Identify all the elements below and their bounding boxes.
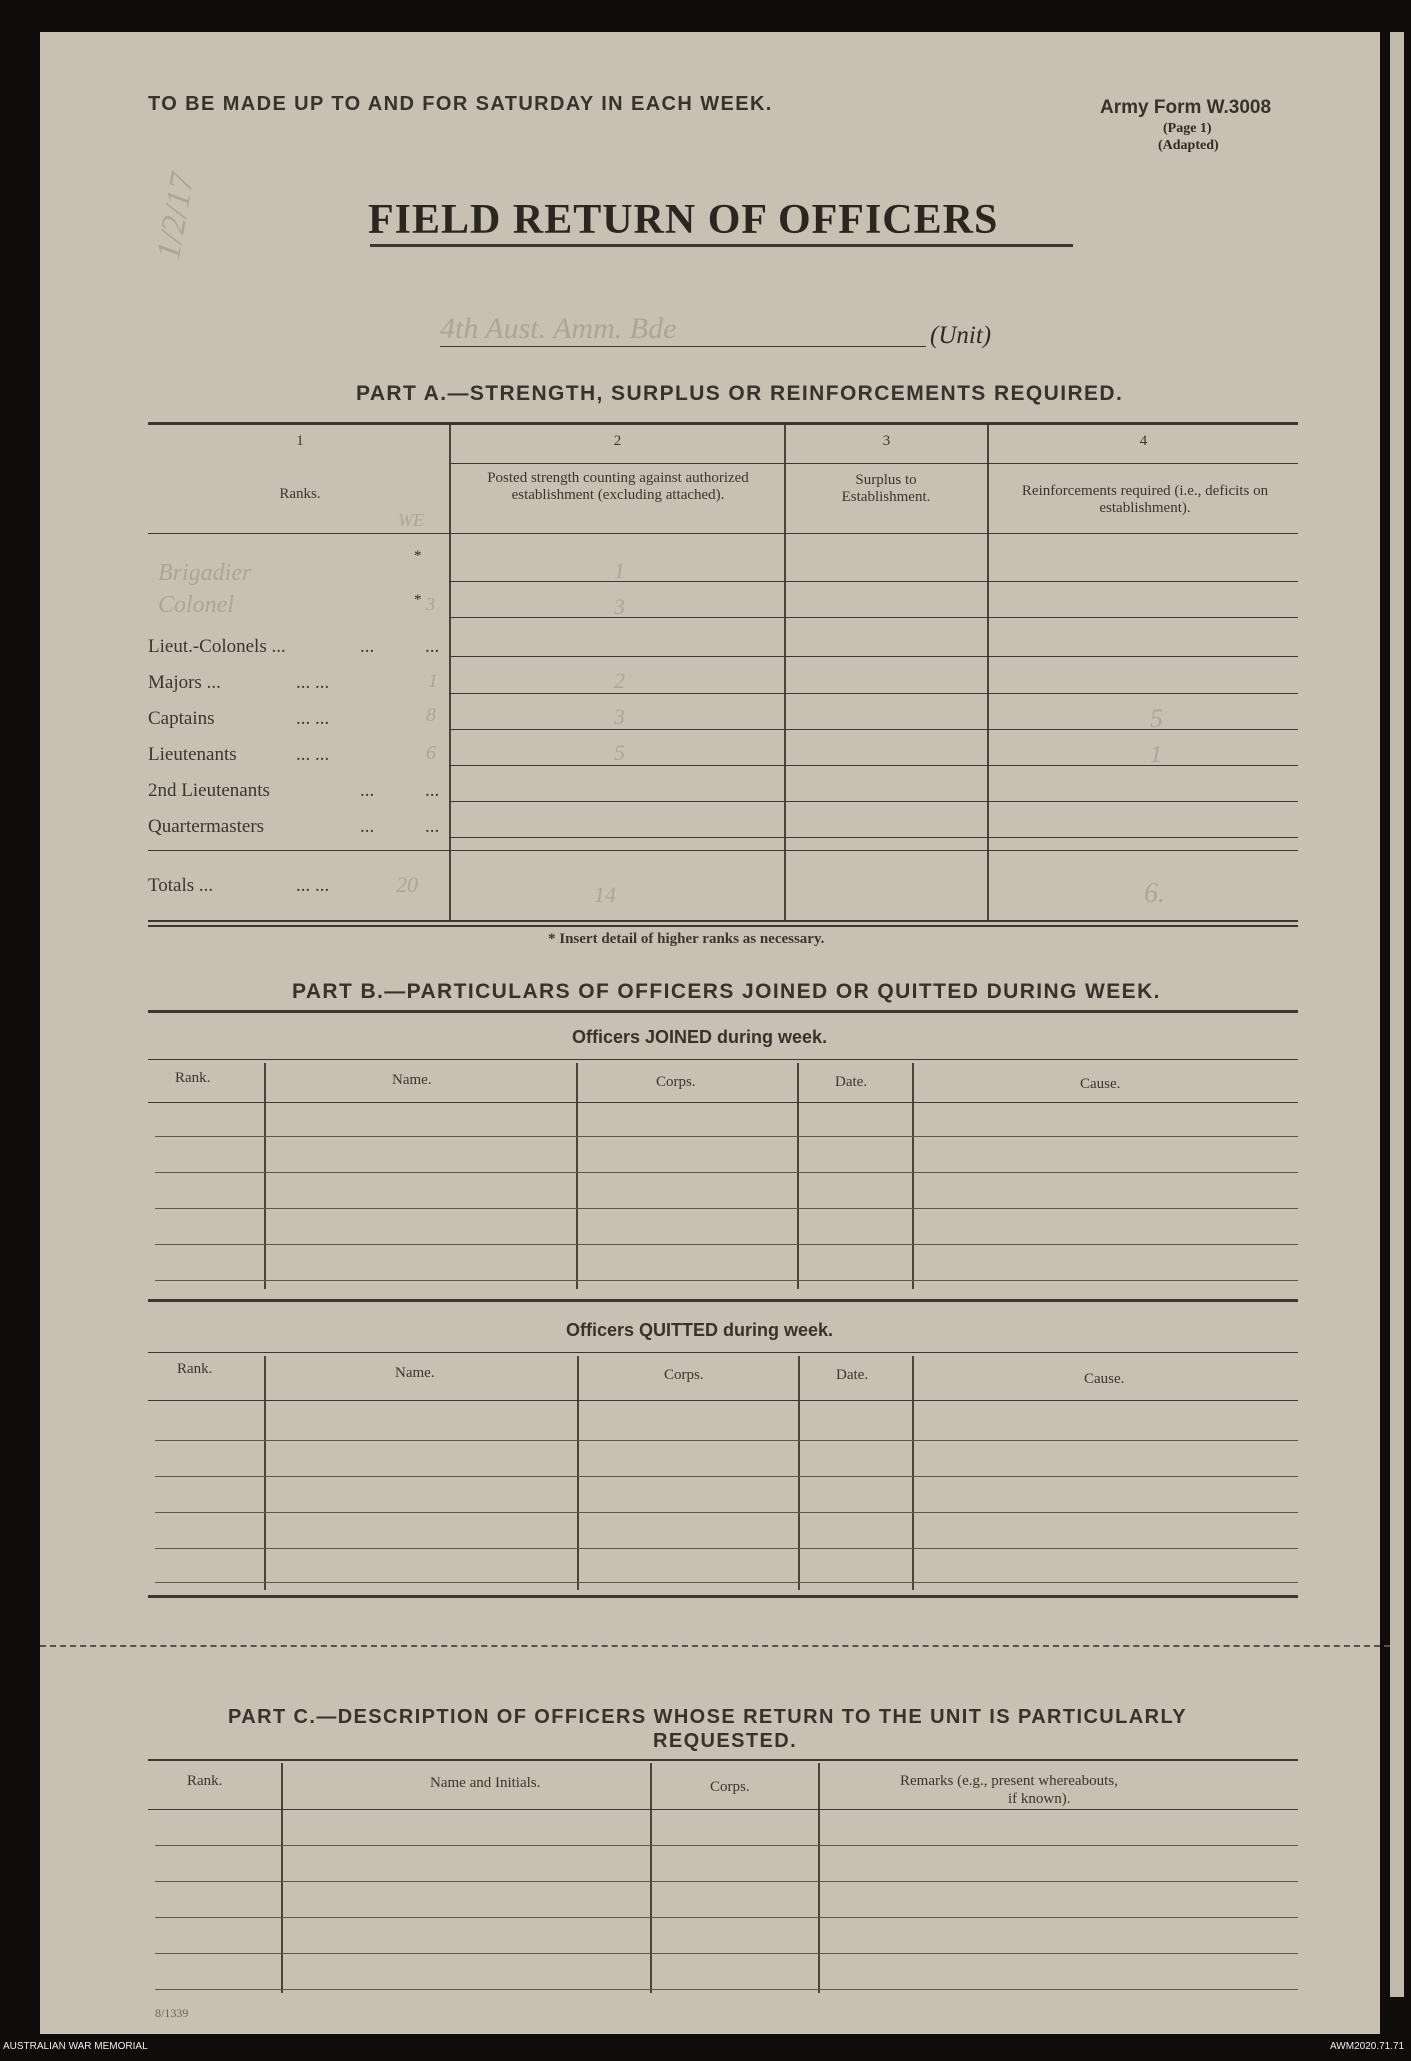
- joined-col-name: Name.: [392, 1072, 432, 1088]
- totals-row: Totals ...: [148, 875, 214, 896]
- est-total: 20: [396, 872, 418, 897]
- col-number-4: 4: [1139, 433, 1148, 449]
- quitted-heading: Officers QUITTED during week.: [566, 1320, 834, 1340]
- reinf-total: 6.: [1144, 878, 1165, 909]
- quitted-col-name: Name.: [395, 1365, 435, 1381]
- part-a-number-rule: [449, 463, 1298, 464]
- star-marker-2: *: [414, 592, 422, 608]
- joined-col-corps: Corps.: [656, 1074, 696, 1090]
- quitted-col-cause: Cause.: [1084, 1371, 1125, 1387]
- part-a-top-rule: [148, 422, 1298, 425]
- col-number-1: 1: [296, 433, 304, 449]
- perforation-line: [40, 1645, 1390, 1647]
- posted-brigadier: 1: [614, 558, 625, 583]
- part-a-heading: PART A.—STRENGTH, SURPLUS OR REINFORCEMENTS REQUIRED.: [356, 382, 1124, 405]
- col-number-2: 2: [613, 433, 622, 449]
- est-captains: 8: [426, 704, 436, 726]
- posted-captains: 3: [614, 704, 625, 729]
- instruction-text: TO BE MADE UP TO AND FOR SATURDAY IN EACH WEEK.: [148, 93, 773, 115]
- paper-right-edge: [1390, 32, 1404, 1997]
- part-b-heading: PART B.—PARTICULARS OF OFFICERS JOINED OR QUITTED DURING WEEK.: [292, 980, 1161, 1003]
- handwritten-date: 1/2/17: [150, 170, 202, 263]
- footnote: * Insert detail of higher ranks as necessary.: [548, 931, 825, 947]
- est-majors: 1: [428, 670, 438, 692]
- posted-total: 14: [594, 882, 616, 907]
- rank-row-colonel: Colonel: [158, 592, 234, 618]
- rank-row-2nd-lieutenants: 2nd Lieutenants: [148, 780, 270, 801]
- rank-row-lieutenants: Lieutenants: [148, 744, 237, 765]
- adapted-label: (Adapted): [1158, 138, 1219, 153]
- part-c-heading-line2: REQUESTED.: [653, 1730, 798, 1752]
- col-header-ranks: Ranks.: [279, 486, 321, 502]
- part-c-top-rule: [148, 1759, 1298, 1761]
- page-number: (Page 1): [1163, 121, 1212, 136]
- rank-row-majors: Majors ...: [148, 672, 221, 693]
- col-header-surplus: Surplus to Establishment.: [841, 472, 931, 505]
- part-c-heading: PART C.—DESCRIPTION OF OFFICERS WHOSE RETURN TO THE UNIT IS PARTICULARLY: [228, 1706, 1187, 1728]
- part-a-divider-2: [784, 425, 786, 920]
- joined-col-rank: Rank.: [175, 1070, 211, 1086]
- col-header-posted: Posted strength counting against authorized establishment (excluding attached).: [487, 470, 749, 503]
- star-marker-1: *: [414, 548, 422, 564]
- partc-col-remarks: Remarks (e.g., present whereabouts,: [900, 1773, 1118, 1789]
- est-lieutenants: 6: [426, 742, 436, 764]
- quitted-col-corps: Corps.: [664, 1367, 704, 1383]
- est-handwritten: WE: [398, 510, 424, 530]
- rank-row-brigadier: Brigadier: [158, 560, 252, 586]
- footer-source: AUSTRALIAN WAR MEMORIAL: [3, 2041, 148, 2052]
- part-a-header-rule: [148, 533, 1298, 534]
- title-underline: [370, 244, 1073, 247]
- reinf-lieutenants: 1: [1150, 742, 1162, 768]
- unit-label: (Unit): [930, 322, 992, 349]
- reinf-captains: 5: [1150, 704, 1163, 733]
- partc-col-corps: Corps.: [710, 1779, 750, 1795]
- unit-handwritten: 4th Aust. Amm. Bde: [440, 312, 677, 345]
- part-b-top-rule: [148, 1010, 1298, 1013]
- rank-row-quartermasters: Quartermasters: [148, 816, 265, 837]
- page-title: FIELD RETURN OF OFFICERS: [368, 197, 999, 243]
- posted-majors: 2: [614, 668, 625, 693]
- part-a-divider-3: [987, 425, 989, 920]
- quitted-col-date: Date.: [836, 1367, 869, 1383]
- form-number: Army Form W.3008: [1100, 97, 1272, 118]
- joined-heading: Officers JOINED during week.: [572, 1027, 828, 1047]
- joined-col-date: Date.: [835, 1074, 868, 1090]
- est-colonel: 3: [426, 594, 435, 614]
- col-number-3: 3: [882, 433, 891, 449]
- joined-col-cause: Cause.: [1080, 1076, 1121, 1092]
- unit-field-line: [440, 346, 926, 347]
- print-code: 8/1339: [155, 2006, 189, 2020]
- partc-col-name: Name and Initials.: [430, 1775, 541, 1791]
- partc-col-rank: Rank.: [187, 1773, 223, 1789]
- posted-lieutenants: 5: [614, 740, 625, 765]
- posted-colonel: 3: [614, 594, 625, 619]
- rank-row-captains: Captains: [148, 708, 215, 729]
- quitted-col-rank: Rank.: [177, 1361, 213, 1377]
- rank-row-lieut-colonels: Lieut.-Colonels ...: [148, 636, 286, 657]
- footer-id: AWM2020.71.71: [1330, 2041, 1405, 2052]
- partc-col-remarks-2: if known).: [1008, 1791, 1071, 1807]
- col-header-reinforcements: Reinforcements required (i.e., deficits on establishment).: [1021, 483, 1269, 516]
